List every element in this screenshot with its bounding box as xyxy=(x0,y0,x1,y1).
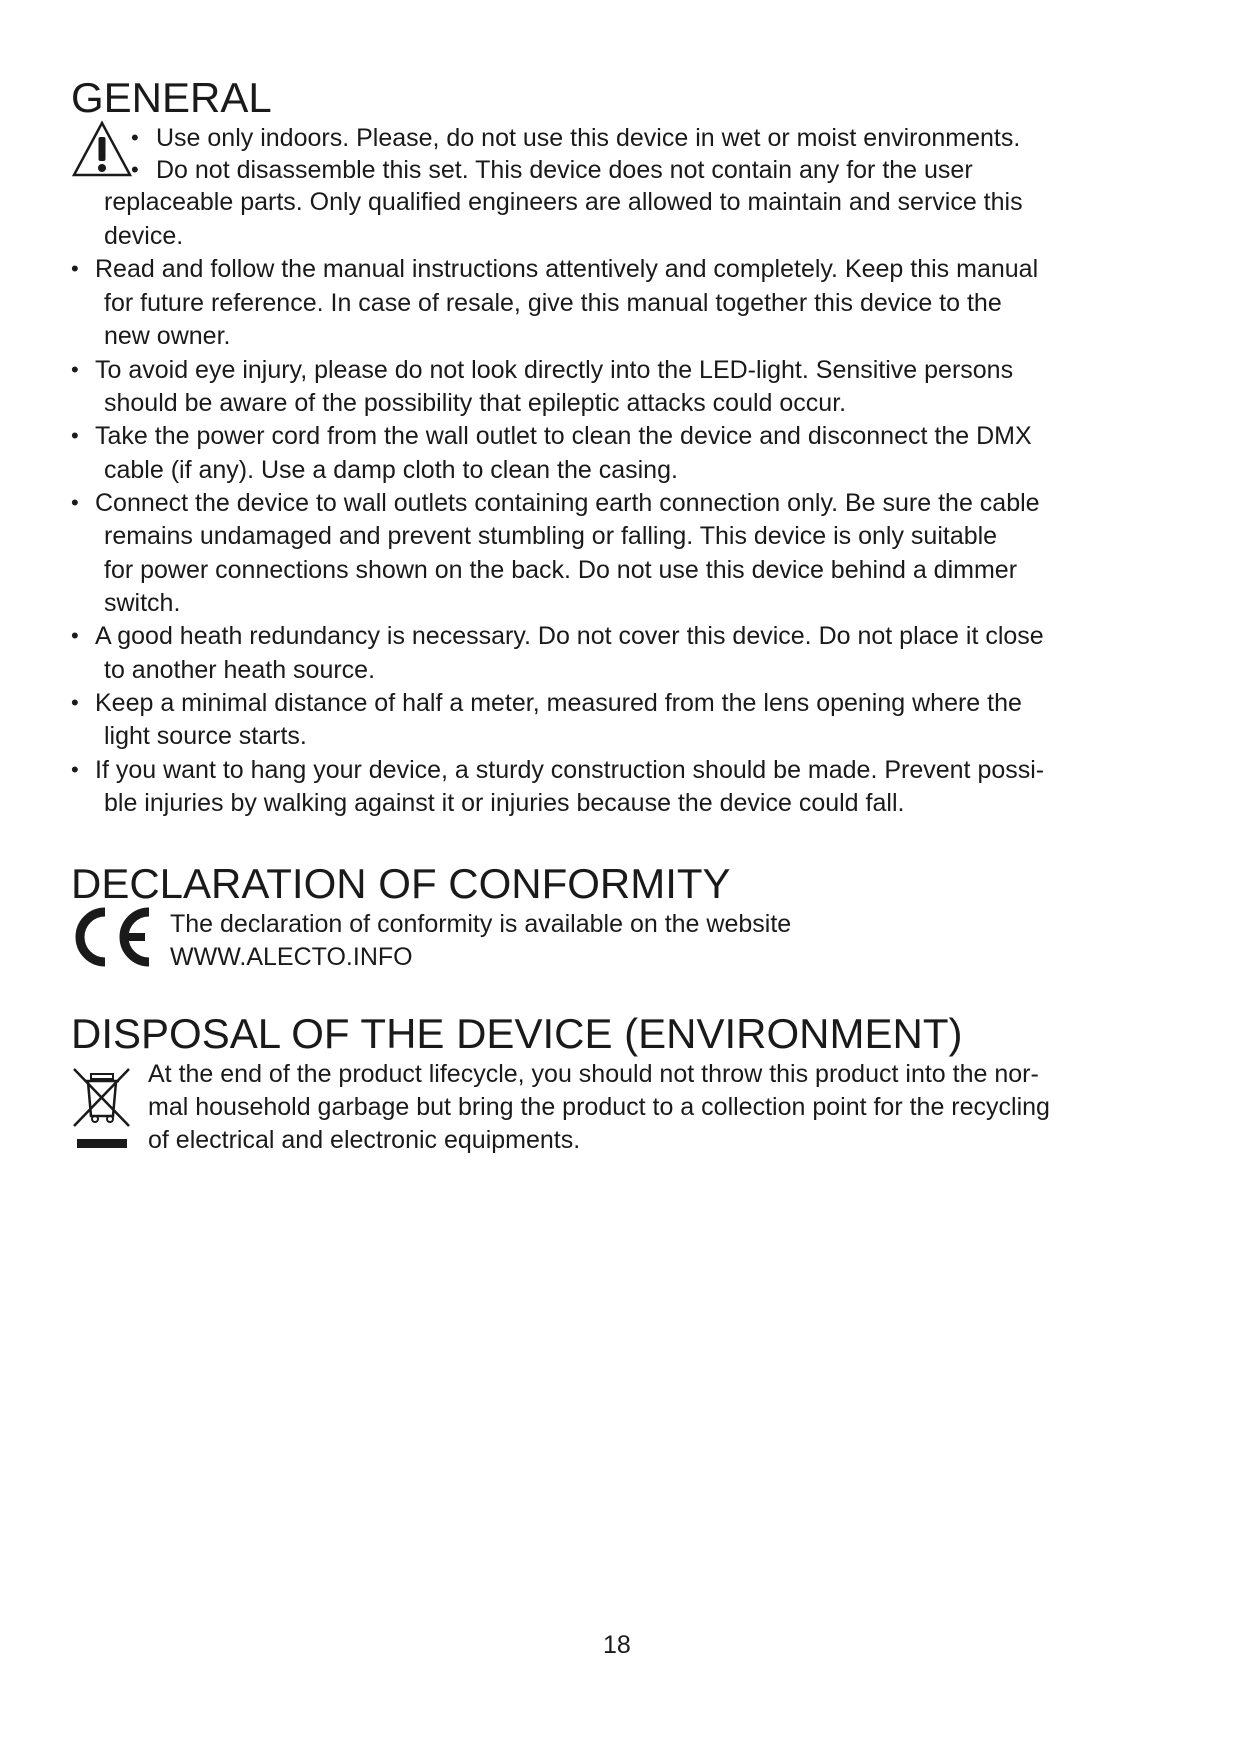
intro-item-1: Use only indoors. Please, do not use this device in wet or moist environments. xyxy=(156,124,1021,152)
bullet-marker: • xyxy=(71,423,79,448)
general-item-5-line-1: A good heath redundancy is necessary. Do not cover this device. Do not place it close xyxy=(95,622,1044,650)
general-item-4-line-4: switch. xyxy=(104,589,181,617)
general-item-5-line-2: to another heath source. xyxy=(104,656,376,684)
bullet-marker: • xyxy=(71,357,79,382)
general-item-6-line-1: Keep a minimal distance of half a meter, measured from the lens opening where the xyxy=(95,689,1022,717)
general-item-4-line-3: for power connections shown on the back. Do not use this device behind a dimmer xyxy=(104,556,1018,584)
general-item-7-line-1: If you want to hang your device, a sturdy construction should be made. Prevent possi- xyxy=(95,756,1045,784)
general-item-4-line-1: Connect the device to wall outlets containing earth connection only. Be sure the cable xyxy=(95,489,1040,517)
warning-triangle-icon xyxy=(72,121,132,177)
general-item-3-line-2: cable (if any). Use a damp cloth to clean the casing. xyxy=(104,456,678,484)
intro-item-2-line-3: device. xyxy=(104,222,184,250)
crossed-out-bin-icon xyxy=(71,1064,133,1154)
disposal-text-line-1: At the end of the product lifecycle, you should not throw this product into the nor- xyxy=(148,1060,1039,1088)
bullet-marker: • xyxy=(71,256,79,281)
general-item-2-line-2: should be aware of the possibility that epileptic attacks could occur. xyxy=(104,389,847,417)
general-item-4-line-2: remains undamaged and prevent stumbling or falling. This device is only suitable xyxy=(104,522,998,550)
general-item-7-line-2: ble injuries by walking against it or injuries because the device could fall. xyxy=(104,789,905,817)
bullet-marker: • xyxy=(131,157,139,182)
general-item-3-line-1: Take the power cord from the wall outlet to clean the device and disconnect the DMX xyxy=(95,422,1032,450)
conformity-heading: DECLARATION OF CONFORMITY xyxy=(71,860,731,907)
conformity-website: WWW.ALECTO.INFO xyxy=(170,943,413,971)
bullet-marker: • xyxy=(131,125,139,150)
intro-item-2-line-1: Do not disassemble this set. This device does not contain any for the user xyxy=(156,156,973,184)
general-item-1-line-1: Read and follow the manual instructions attentively and completely. Keep this manual xyxy=(95,255,1039,283)
bullet-marker: • xyxy=(71,490,79,515)
disposal-text-line-2: mal household garbage but bring the product to a collection point for the recycling xyxy=(148,1093,1050,1121)
general-item-2-line-1: To avoid eye injury, please do not look directly into the LED-light. Sensitive persons xyxy=(95,356,1014,384)
bullet-marker: • xyxy=(71,690,79,715)
disposal-text-line-3: of electrical and electronic equipments. xyxy=(148,1126,581,1154)
general-item-1-line-2: for future reference. In case of resale, give this manual together this device to the xyxy=(104,289,1002,317)
ce-mark-icon xyxy=(71,906,155,968)
general-item-1-line-3: new owner. xyxy=(104,322,231,350)
general-heading: GENERAL xyxy=(71,74,272,121)
conformity-text-line-1: The declaration of conformity is available on the website xyxy=(170,910,792,938)
disposal-heading: DISPOSAL OF THE DEVICE (ENVIRONMENT) xyxy=(71,1010,963,1057)
page-number: 18 xyxy=(603,1631,631,1659)
general-item-6-line-2: light source starts. xyxy=(104,722,307,750)
bullet-marker: • xyxy=(71,757,79,782)
bullet-marker: • xyxy=(71,623,79,648)
intro-item-2-line-2: replaceable parts. Only qualified engineers are allowed to maintain and service this xyxy=(104,188,1023,216)
